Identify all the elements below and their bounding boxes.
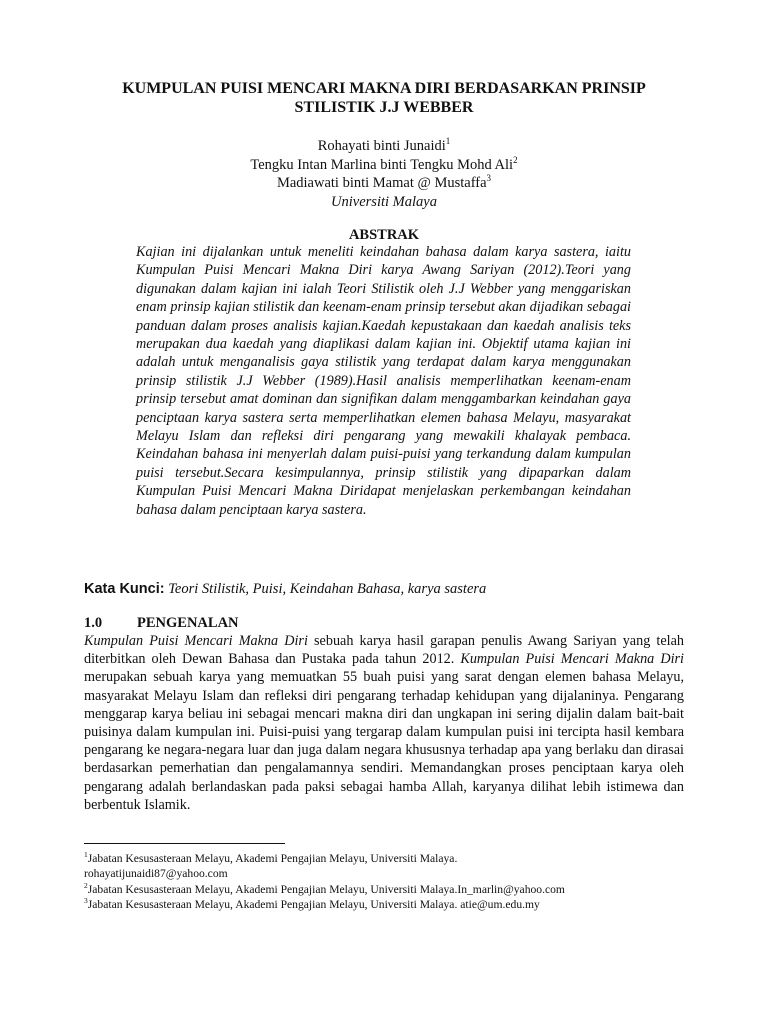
author-ref: 2: [513, 154, 518, 165]
paper-title: [60, 79, 708, 117]
paragraph-text: sebuah karya hasil garapan penulis Awang Sariyan yang telah diterbitkan oleh Dewan Bahasa dan Pustaka pada tahun 2012.: [84, 633, 684, 668]
footnotes: [84, 851, 704, 913]
footnote-ref: 3: [84, 896, 88, 906]
author-name: Tengku Intan Marlina binti Tengku Mohd Ali: [250, 156, 514, 173]
footnote-text: Jabatan Kesusasteraan Melayu, Akademi Pengajian Melayu, Universiti Malaya.In_marlin@yahoo.com: [87, 882, 565, 896]
paragraph-text: merupakan sebuah karya yang memuatkan 55 buah puisi yang sarat dengan elemen bahasa Melayu, masyarakat Melayu Islam dan refleksi diri pengarang terhadap kehidupan yang dijalaninya. Pengarang menggarap karya beliau ini sebagai mencari makna diri dan ungkapan ini sering dijalin dalam bait-bait puisinya dalam kumpulan ini. Puisi-puisi yang tergarap dalam kumpulan puisi ini tercipta hasil kembara pengarang ke negara-negara luar dan juga dalam negara khususnya terhadap apa yang berlaku dan dirasai berdasarkan pemerhatian dan pengalamannya sendiri. Memandangkan proses penciptaan karya oleh pengarang adalah berlandaskan pada paksi sebagai hamba Allah, karyanya dilihat lebih istimewa dan berbentuk Islamik.: [84, 669, 684, 813]
abstract-heading: ABSTRAK: [348, 227, 420, 243]
title-line-1: KUMPULAN PUISI MENCARI MAKNA DIRI BERDASARKAN PRINSIP: [122, 80, 646, 97]
author-name: Rohayati binti Junaidi: [317, 138, 446, 154]
footnote-ref: 1: [84, 850, 88, 860]
footnote-divider: [84, 843, 285, 844]
footnote-text: Jabatan Kesusasteraan Melayu, Akademi Pengajian Melayu, Universiti Malaya.: [87, 852, 458, 865]
section-title: PENGENALAN: [137, 615, 239, 631]
footnote-ref: 2: [84, 880, 88, 890]
footnote-2: [84, 882, 704, 897]
author-1: [60, 137, 708, 156]
title-line-2: STILISTIK J.J WEBBER: [294, 99, 474, 116]
book-title-italic: Kumpulan Puisi Mencari Makna Diri: [84, 633, 308, 649]
author-block: [60, 137, 708, 211]
author-name: Madiawati binti Mamat @ Mustaffa: [276, 175, 487, 191]
author-ref: 1: [445, 136, 451, 147]
author-2: [60, 156, 708, 175]
section-heading: [84, 614, 684, 632]
footnote-1-email: rohayatijunaidi87@yahoo.com: [84, 867, 228, 881]
footnote-1: [84, 851, 704, 866]
affiliation: Universiti Malaya: [331, 193, 437, 210]
author-ref: 3: [486, 173, 492, 184]
footnote-text: Jabatan Kesusasteraan Melayu, Akademi Pengajian Melayu, Universiti Malaya. atie@um.edu.my: [87, 898, 540, 912]
abstract-body: Kajian ini dijalankan untuk meneliti keindahan bahasa dalam karya sastera, iaitu Kumpulan Puisi Mencari Makna Diri karya Awang Sariyan (2012).Teori yang digunakan dalam kajian ini ialah Teori Stilistik oleh J.J Webber yang menggariskan enam prinsip kajian stilistik dan keenam-enam prinsip tersebut akan dijadikan sebagai panduan dalam proses analisis kajian.Kaedah kepustakaan dan kaedah analisis teks merupakan dua kaedah yang diaplikasi dalam kajian ini. Objektif utama kajian ini adalah untuk menganalisis gaya stilistik yang terdapat dalam karya menggunakan prinsip stilistik J.J Webber (1989).Hasil analisis memperlihatkan keenam-enam prinsip tersebut amat dominan dan signifikan dalam menggambarkan keindahan gaya penciptaan karya sastera serta memperlihatkan elemen bahasa Melayu, masyarakat Melayu Islam dan refleksi diri pengarang yang mewakili khalayak pembaca. Keindahan bahasa ini menyerlah dalam puisi-puisi yang terkandung dalam kumpulan puisi tersebut.Secara kesimpulannya, prinsip stilistik yang dipaparkan dalam Kumpulan Puisi Mencari Makna Diridapat menjelaskan perkembangan keindahan bahasa dalam penciptaan karya sastera.: [136, 244, 631, 518]
keywords-label: Kata Kunci:: [84, 581, 165, 597]
section-number: 1.0: [84, 615, 103, 631]
footnote-3: [84, 897, 704, 912]
keywords-value: Teori Stilistik, Puisi, Keindahan Bahasa, karya sastera: [168, 581, 487, 597]
section-paragraph: [84, 632, 684, 814]
keywords: [84, 580, 684, 598]
book-title-italic: Kumpulan Puisi Mencari Makna Diri: [460, 651, 684, 668]
author-3: [60, 174, 708, 193]
